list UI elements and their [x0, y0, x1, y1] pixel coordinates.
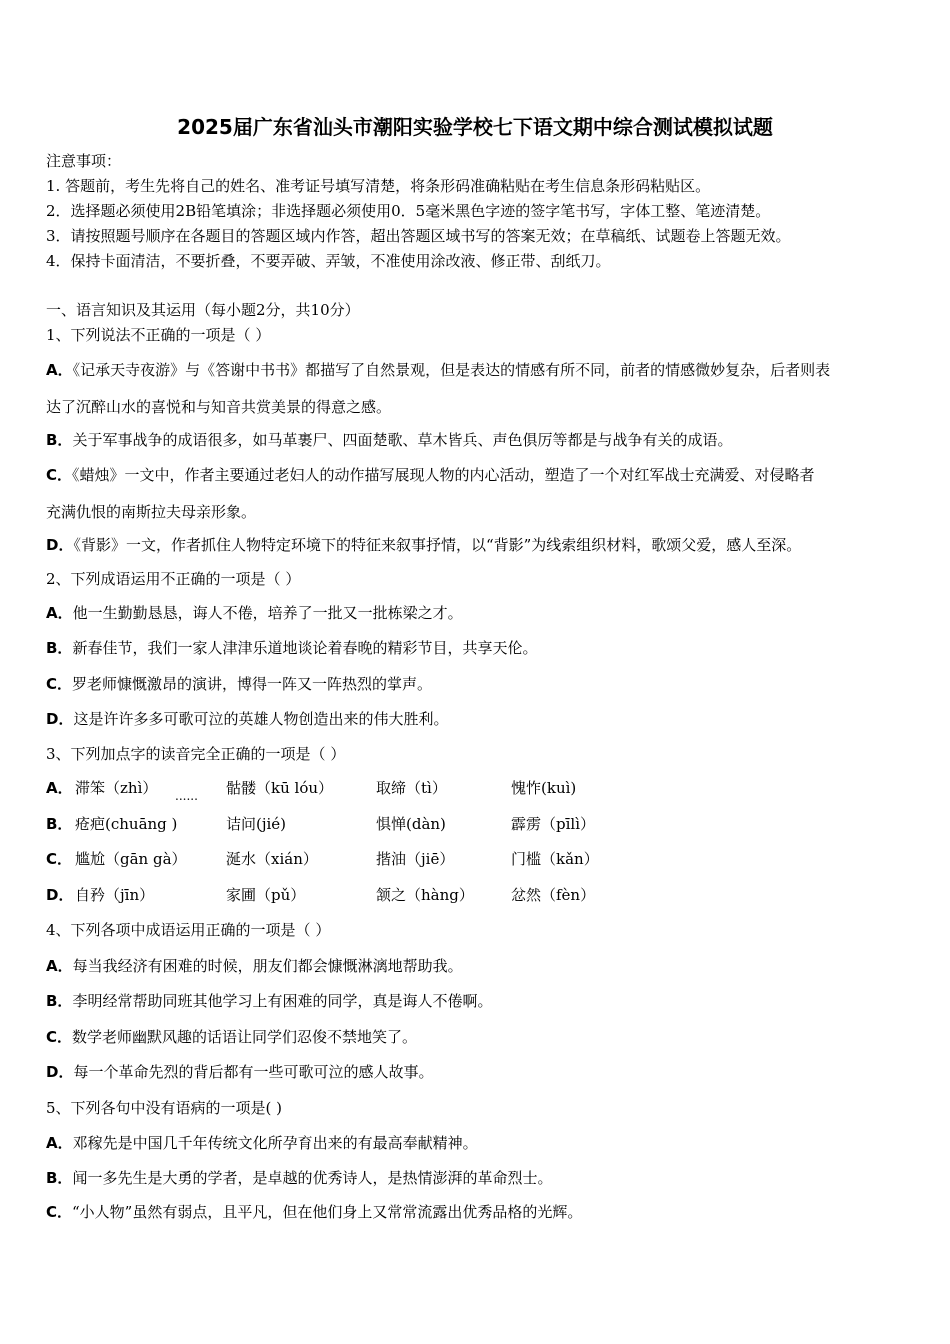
option-text: 李明经常帮助同班其他学习上有困难的同学，真是诲人不倦啊。 [72, 992, 493, 1010]
q3-row-b-c3: 惧惮(dàn) [376, 815, 446, 833]
question-3-stem: 3、下列加点字的读音完全正确的一项是（ ） [46, 745, 346, 763]
q3-row-d-c3: 颔之（hàng） [376, 886, 474, 904]
q5-option-b [46, 1168, 552, 1188]
q3-row-b-c1: 疮疤(chuāng ) [75, 815, 178, 833]
q3-row-a-c2: 骷髅（kū lóu） [226, 779, 334, 797]
q3-row-c-c3: 揩油（jiē） [376, 850, 455, 868]
q2-option-a [46, 603, 463, 623]
notice-item: 3．请按照题号顺序在各题目的答题区域内作答，超出答题区域书写的答案无效；在草稿纸、试题卷上答题无效。 [46, 227, 791, 245]
option-text: 关于军事战争的成语很多，如马革裹尸、四面楚歌、草木皆兵、声色俱厉等都是与战争有关的成语。 [72, 431, 733, 449]
q2-option-b [46, 638, 537, 658]
q2-option-c [46, 674, 432, 694]
q3-row-d-c1: 自矜（jīn） [75, 886, 155, 904]
option-text: 《背影》一文，作者抓住人物特定环境下的特征来叙事抒情，以“背影”为线索组织材料，歌颂父爱，感人至深。 [73, 536, 802, 554]
option-label: A． [46, 604, 73, 622]
option-text: 数学老师幽默风趣的话语让同学们忍俊不禁地笑了。 [72, 1028, 418, 1046]
option-text: 每当我经济有困难的时候，朋友们都会慷慨淋漓地帮助我。 [72, 957, 463, 975]
question-2-stem: 2、下列成语运用不正确的一项是（ ） [46, 570, 301, 588]
option-text: 罗老师慷慨激昂的演讲，博得一阵又一阵热烈的掌声。 [72, 675, 433, 693]
q3-row-a-c4: 愧怍(kuì) [511, 779, 577, 797]
q4-option-c [46, 1027, 417, 1047]
question-5-stem: 5、下列各句中没有语病的一项是( ) [46, 1099, 283, 1117]
option-label: A． [46, 1134, 73, 1152]
option-label: D． [46, 1063, 74, 1081]
option-label: B． [46, 1169, 73, 1187]
q1-option-c-cont: 充满仇恨的南斯拉夫母亲形象。 [46, 503, 257, 521]
q3-row-c-c1: 尴尬（gān gà） [75, 850, 187, 868]
option-label: C． [46, 1203, 73, 1221]
option-text: “小人物”虽然有弱点，且平凡，但在他们身上又常常流露出优秀品格的光辉。 [72, 1203, 583, 1221]
q3-row-b-c4: 霹雳（pīlì） [511, 815, 595, 833]
section-heading: 一、语言知识及其运用（每小题2分，共10分） [46, 301, 360, 319]
q3-row-a-label: A． [46, 779, 73, 797]
q3-row-c-c4: 门槛（kǎn） [511, 850, 599, 868]
option-text: 邓稼先是中国几千年传统文化所孕育出来的有最高奉献精神。 [72, 1134, 478, 1152]
option-label: B． [46, 992, 73, 1010]
option-label: D． [46, 710, 74, 728]
q4-option-a [46, 956, 463, 976]
q4-option-b [46, 991, 492, 1011]
q3-row-a-c1: 滞笨（zhì） [75, 779, 158, 797]
option-text: 闻一多先生是大勇的学者，是卓越的优秀诗人，是热情澎湃的革命烈士。 [72, 1169, 553, 1187]
q1-option-c [46, 465, 815, 485]
q3-row-a-c3: 取缔（tì） [376, 779, 447, 797]
q1-option-b [46, 430, 732, 450]
option-text: 他一生勤勤恳恳，诲人不倦，培养了一批又一批栋梁之才。 [72, 604, 463, 622]
option-label: C． [46, 466, 73, 484]
option-label: C． [46, 1028, 73, 1046]
q3-row-c-label: C． [46, 850, 73, 868]
q4-option-d [46, 1062, 433, 1082]
q1-option-a-cont: 达了沉醉山水的喜悦和与知音共赏美景的得意之感。 [46, 398, 392, 416]
option-text: 这是许许多多可歌可泣的英雄人物创造出来的伟大胜利。 [73, 710, 449, 728]
option-text: 《记承天寺夜游》与《答谢中书书》都描写了自然景观，但是表达的情感有所不同，前者的情感微妙复杂，后者则表 [72, 361, 831, 379]
q3-row-b-label: B． [46, 815, 73, 833]
q3-row-d-c2: 家圃（pǔ） [226, 886, 306, 904]
q1-option-d [46, 535, 801, 555]
option-label: D． [46, 536, 74, 554]
q3-row-c-c2: 涎水（xián） [226, 850, 318, 868]
option-label: A． [46, 361, 73, 379]
q1-option-a [46, 360, 830, 380]
q5-option-a [46, 1133, 478, 1153]
notice-item: 4．保持卡面清洁，不要折叠，不要弄破、弄皱，不准使用涂改液、修正带、刮纸刀。 [46, 252, 611, 270]
q3-row-d-c4: 忿然（fèn） [511, 886, 596, 904]
q5-option-c [46, 1202, 582, 1222]
option-text: 每一个革命先烈的背后都有一些可歌可泣的感人故事。 [73, 1063, 434, 1081]
emphasis-dots: ...... [175, 789, 198, 803]
page-title: 2025届广东省汕头市潮阳实验学校七下语文期中综合测试模拟试题 [177, 115, 773, 139]
notice-heading: 注意事项： [46, 152, 122, 170]
notice-item: 1. 答题前，考生先将自己的姓名、准考证号填写清楚，将条形码准确粘贴在考生信息条形码粘贴区。 [46, 177, 711, 195]
option-label: A． [46, 957, 73, 975]
option-label: C． [46, 675, 73, 693]
q3-row-b-c2: 诘问(jié) [226, 815, 287, 833]
q2-option-d [46, 709, 448, 729]
question-1-stem: 1、下列说法不正确的一项是（ ） [46, 326, 271, 344]
option-label: B． [46, 639, 73, 657]
question-4-stem: 4、下列各项中成语运用正确的一项是（ ） [46, 921, 331, 939]
notice-item: 2．选择题必须使用2B铅笔填涂；非选择题必须使用0．5毫米黑色字迹的签字笔书写，字体工整、笔迹清楚。 [46, 202, 771, 220]
option-text: 《蜡烛》一文中，作者主要通过老妇人的动作描写展现人物的内心活动，塑造了一个对红军战士充满爱、对侵略者 [72, 466, 815, 484]
option-label: B． [46, 431, 73, 449]
q3-row-d-label: D． [46, 886, 74, 904]
option-text: 新春佳节，我们一家人津津乐道地谈论着春晚的精彩节目，共享天伦。 [72, 639, 538, 657]
